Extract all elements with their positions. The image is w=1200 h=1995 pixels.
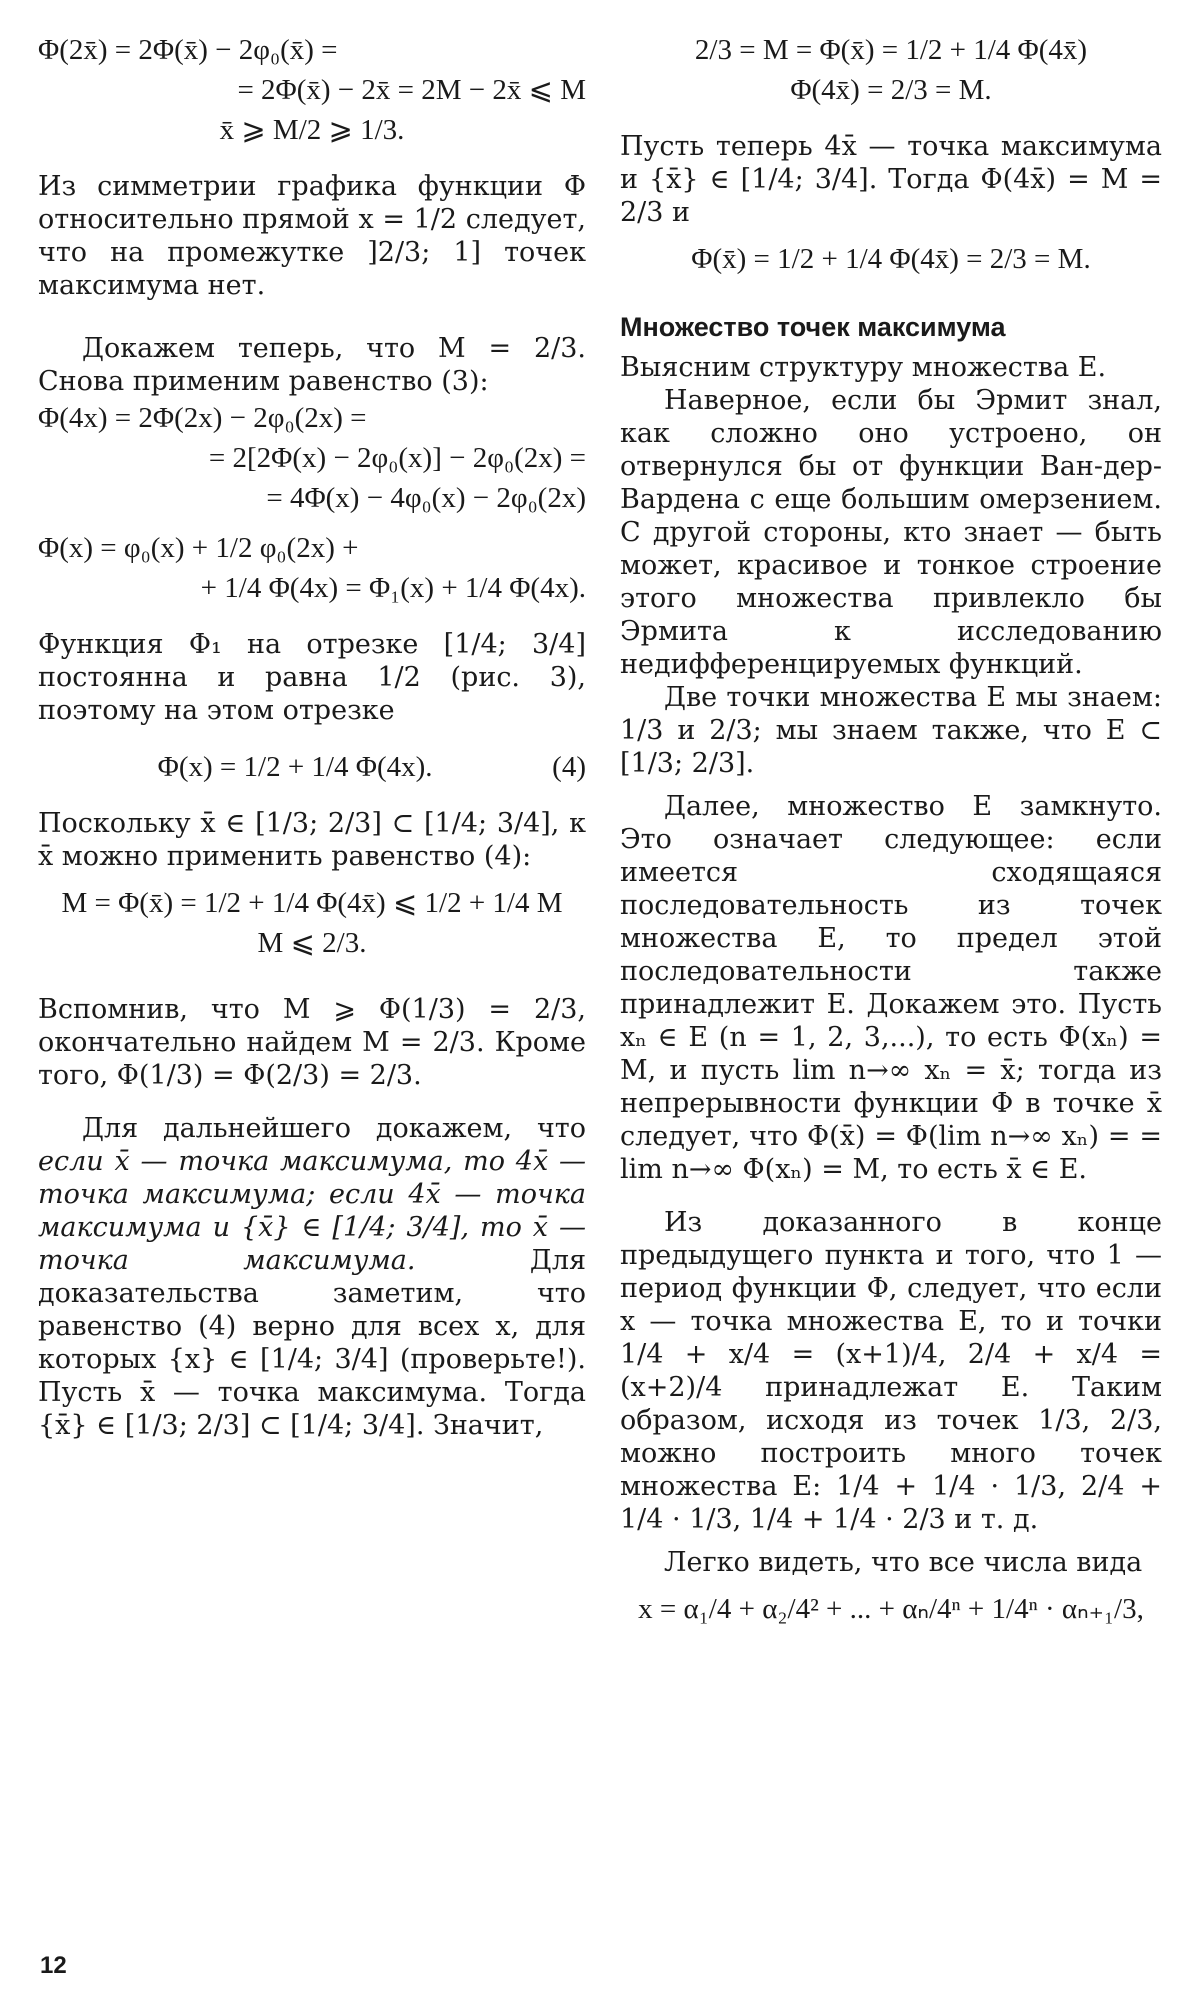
equation-4-number: (4)	[552, 751, 586, 783]
equation-phi-x-line1: Φ(x) = φ₀(x) + 1/2 φ₀(2x) +	[38, 532, 359, 564]
equation-phi-2x-line1: Φ(2x̄) = 2Φ(x̄) − 2φ₀(x̄) =	[38, 34, 338, 66]
paragraph-two-points: Две точки множества E мы знаем: 1/3 и 2/3; мы знаем также, что E ⊂ [1/3; 2/3].	[620, 682, 1162, 779]
equation-phi-xbar: Φ(x̄) = 1/2 + 1/4 Φ(4x̄) = 2/3 = M.	[691, 243, 1091, 275]
paragraph-phi1-constant: Функция Φ₁ на отрезке [1/4; 3/4] постоянна и равна 1/2 (рис. 3), поэтому на этом отрезке	[38, 629, 586, 726]
paragraph-closed-set: Далее, множество E замкнуто. Это означает следующее: если имеется сходящаяся последовательность из точек множества E, то предел этой последовательности также принадлежит E. Докажем это. Пусть xₙ ∈ E (n = 1, 2, 3,...), то есть Φ(xₙ) = M, и пусть lim n→∞ xₙ = x̄; тогда из непрерывности функции Φ в точке x̄ следует, что Φ(x̄) = Φ(lim n→∞ xₙ) = = lim n→∞ Φ(xₙ) = M, то есть x̄ ∈ E.	[620, 791, 1162, 1185]
page-number: 12	[40, 1952, 67, 1979]
paragraph-since-xbar: Поскольку x̄ ∈ [1/3; 2/3] ⊂ [1/4; 3/4], к x̄ можно применить равенство (4):	[38, 808, 586, 872]
equation-phi-4x-line3: = 4Φ(x) − 4φ₀(x) − 2φ₀(2x)	[266, 482, 586, 514]
equation-phi-4x-line1: Φ(4x) = 2Φ(2x) − 2φ₀(2x) =	[38, 402, 367, 434]
equation-phi-4x-line2: = 2[2Φ(x) − 2φ₀(x)] − 2φ₀(2x) =	[208, 442, 586, 474]
lemma-statement: если x̄ — точка максимума, то 4x̄ — точка максимума; если 4x̄ — точка максимума и {x̄} ∈ [1/4; 3/4], то x̄ — точка максимума.	[38, 1146, 586, 1276]
paragraph-symmetry: Из симметрии графика функции Φ относительно прямой x = 1/2 следует, что на промежутке ]2/3; 1] точек максимума нет.	[38, 171, 586, 301]
equation-xbar-bound: x̄ ⩾ M/2 ⩾ 1/3.	[219, 114, 405, 146]
left-column	[38, 30, 586, 1442]
paragraph-prove-m: Докажем теперь, что M = 2/3. Снова применим равенство (3):	[38, 333, 586, 397]
equation-phi-4xbar: Φ(4x̄) = 2/3 = M.	[790, 74, 992, 106]
right-column	[620, 30, 1162, 1629]
paragraph-periodicity: Из доказанного в конце предыдущего пункта и того, что 1 — период функции Φ, следует, что если x — точка множества E, то и точки 1/4 + x/4 = (x+1)/4, 2/4 + x/4 = (x+2)/4 принадлежат E. Таким образом, исходя из точек 1/3, 2/3, можно построить много точек множества E: 1/4 + 1/4 · 1/3, 2/4 + 1/4 · 1/3, 1/4 + 1/4 · 2/3 и т. д.	[620, 1207, 1162, 1535]
equation-4-body: Φ(x) = 1/2 + 1/4 Φ(4x).	[157, 751, 433, 783]
equation-x-series: x = α₁/4 + α₂/4² + ... + αₙ/4ⁿ + 1/4ⁿ · αₙ₊₁/3,	[638, 1593, 1144, 1625]
paragraph-hermite: Наверное, если бы Эрмит знал, как сложно оно устроено, он отвернулся бы от функции Ван-дер-Вардена с еще большим омерзением. С другой стороны, кто знает — быть может, красивое и тонкое строение этого множества привлекло бы Эрмита к исследованию недифференцируемых функций.	[620, 385, 1162, 680]
paragraph-maximum-points	[38, 1112, 586, 1442]
lemma-proof: Для доказательства заметим, что равенство (4) верно для всех x, для которых {x} ∈ [1/4; 3/4] (проверьте!). Пусть x̄ — точка максимума. Тогда {x̄} ∈ [1/3; 2/3] ⊂ [1/4; 3/4]. Значит,	[38, 1245, 586, 1441]
equation-phi-x-line2: + 1/4 Φ(4x) = Φ₁(x) + 1/4 Φ(4x).	[200, 572, 586, 604]
section-heading: Множество точек максимума	[620, 312, 1006, 342]
paragraph-recall-m: Вспомнив, что M ⩾ Φ(1/3) = 2/3, окончательно найдем M = 2/3. Кроме того, Φ(1/3) = Φ(2/3) = 2/3.	[38, 994, 586, 1091]
equation-m-bound-line2: M ⩽ 2/3.	[257, 927, 367, 959]
equation-phi-2x-line2: = 2Φ(x̄) − 2x̄ = 2M − 2x̄ ⩽ M	[237, 74, 586, 106]
paragraph-structure: Выясним структуру множества E.	[620, 352, 1107, 383]
paragraph-easy-to-see: Легко видеть, что все числа вида	[664, 1547, 1143, 1578]
lemma-lead: Для дальнейшего докажем, что	[82, 1113, 586, 1144]
paragraph-now-4xbar: Пусть теперь 4x̄ — точка максимума и {x̄} ∈ [1/4; 3/4]. Тогда Φ(4x̄) = M = 2/3 и	[620, 131, 1162, 228]
equation-m-bound-line1: M = Φ(x̄) = 1/2 + 1/4 Φ(4x̄) ⩽ 1/2 + 1/4 M	[61, 887, 563, 919]
equation-max-value: 2/3 = M = Φ(x̄) = 1/2 + 1/4 Φ(4x̄)	[694, 34, 1088, 66]
equation-4	[38, 747, 586, 787]
